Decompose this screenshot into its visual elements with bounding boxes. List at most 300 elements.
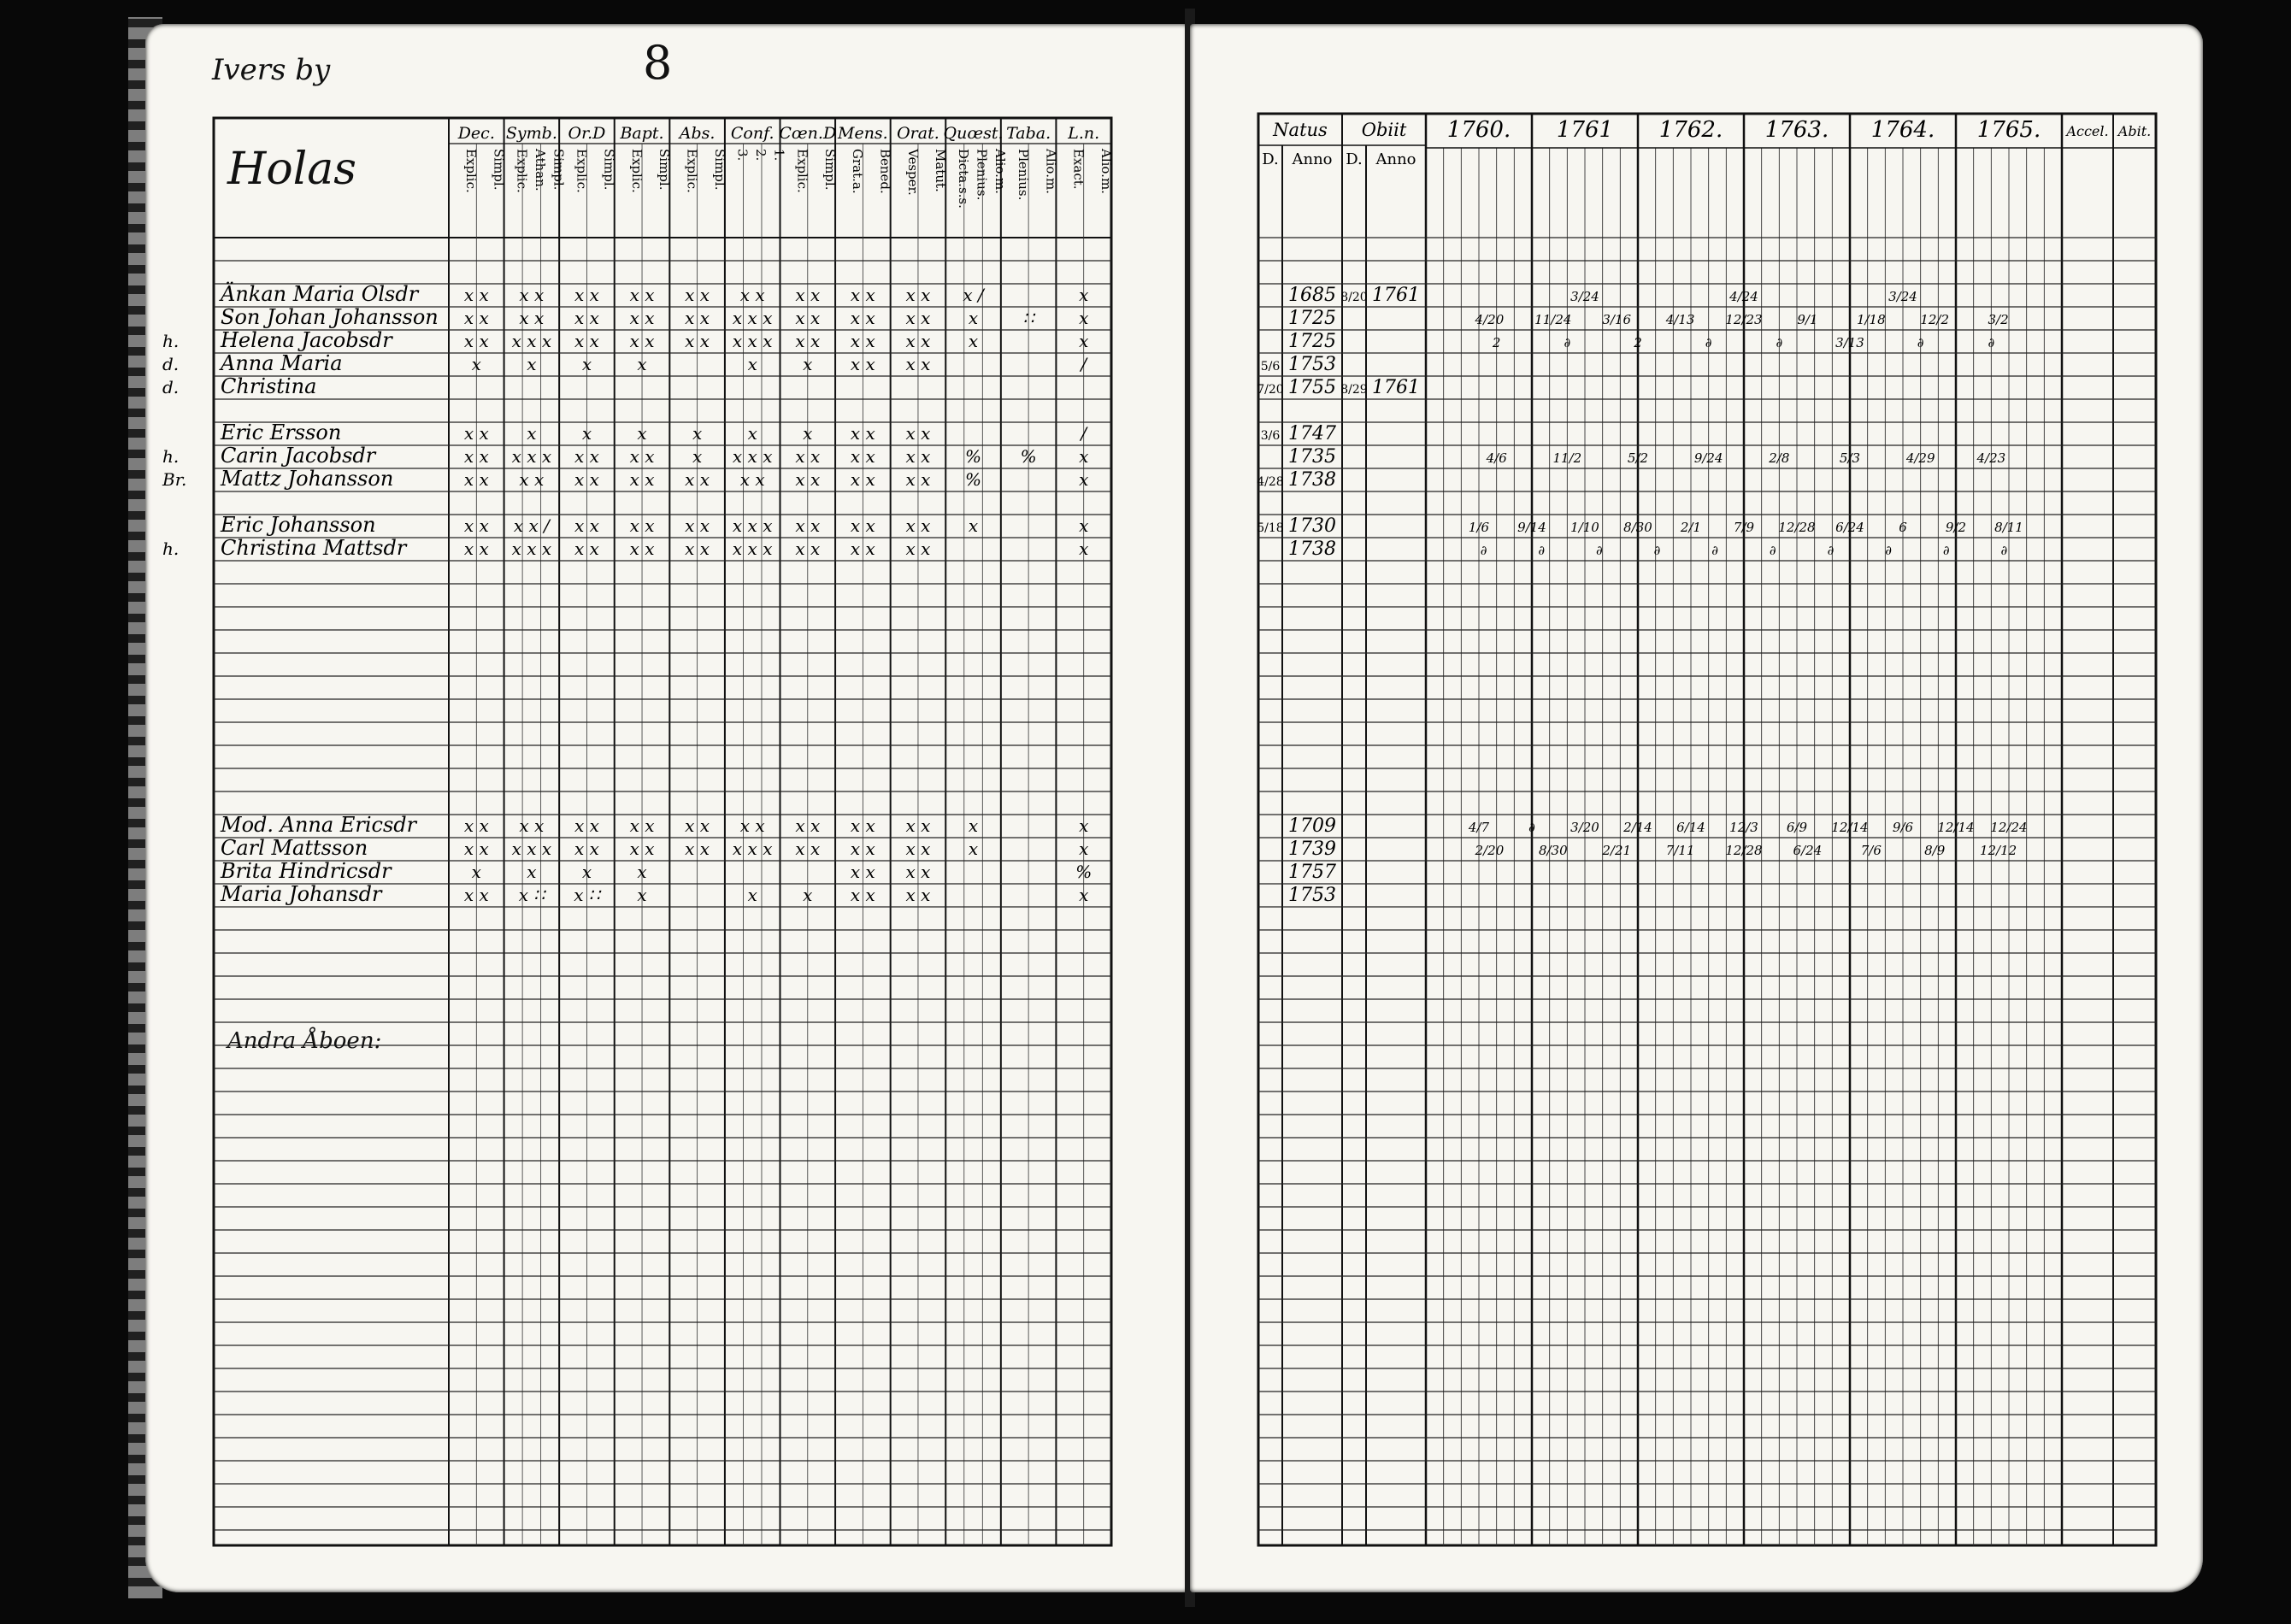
- year-header: 1765.: [1976, 117, 2041, 143]
- communion-date-mark: ∂: [1653, 543, 1661, 558]
- row-prefix: d.: [162, 377, 180, 397]
- catechism-mark: x: [637, 885, 647, 905]
- natus-day: 3/6: [1260, 429, 1281, 443]
- communion-date-mark: ∂: [1885, 543, 1892, 558]
- communion-date-mark: 9/14: [1517, 520, 1546, 535]
- catechism-mark: x x: [463, 815, 489, 836]
- person-name: Anna Maria: [221, 351, 343, 375]
- catechism-mark: x x: [574, 538, 599, 559]
- catechism-mark: x x: [905, 815, 931, 836]
- person-name: Maria Johansdr: [221, 882, 382, 906]
- catechism-mark: x x: [850, 285, 875, 305]
- column-subheader: Explic.: [463, 149, 480, 193]
- catechism-mark: x x: [685, 815, 710, 836]
- catechism-mark: x x: [685, 285, 710, 305]
- row-prefix: Br.: [162, 469, 187, 490]
- natus-day: 5/18: [1257, 521, 1284, 535]
- communion-date-mark: 8/11: [1994, 520, 2023, 535]
- communion-date-mark: 12/14: [1937, 820, 1975, 835]
- catechism-mark: x: [747, 885, 757, 905]
- catechism-mark: x x: [463, 885, 489, 905]
- year-header: 1764.: [1870, 117, 1935, 143]
- communion-date-mark: 5/3: [1839, 450, 1861, 466]
- catechism-mark: x: [1079, 469, 1089, 490]
- person-name: Eric Johansson: [221, 513, 376, 537]
- natus-year: 1730: [1288, 515, 1336, 537]
- natus-year: 1755: [1288, 377, 1336, 398]
- person-name: Mod. Anna Ericsdr: [221, 813, 417, 837]
- catechism-mark: x: [968, 308, 979, 328]
- person-name: Carl Mattsson: [221, 836, 368, 860]
- catechism-mark: x x: [739, 815, 765, 836]
- catechism-mark: x: [803, 885, 813, 905]
- parish-note: Ivers by: [212, 53, 331, 87]
- catechism-mark: x: [527, 862, 537, 882]
- left-page-ledger-grid: [145, 24, 1188, 1592]
- person-name: Mattz Johansson: [221, 467, 394, 491]
- column-subheader: 2.: [753, 149, 769, 162]
- catechism-mark: x x x: [732, 308, 773, 328]
- communion-date-mark: 4/6: [1486, 450, 1507, 466]
- natus-year: 1747: [1288, 423, 1336, 444]
- catechism-mark: x x: [850, 423, 875, 444]
- catechism-mark: x x x: [511, 331, 552, 351]
- communion-date-mark: ∂: [1480, 543, 1487, 558]
- catechism-mark: x: [1079, 838, 1089, 859]
- catechism-mark: x: [1079, 515, 1089, 536]
- communion-date-mark: 2/21: [1602, 843, 1632, 858]
- abiit-header: Abit.: [2117, 123, 2152, 139]
- communion-date-mark: 9/24: [1693, 450, 1723, 466]
- communion-date-mark: 3/24: [1570, 289, 1599, 304]
- communion-date-mark: 8/9: [1924, 843, 1946, 858]
- catechism-mark: x x: [850, 308, 875, 328]
- catechism-mark: x x: [795, 331, 821, 351]
- column-subheader: Dicta.s.s.: [956, 149, 972, 209]
- catechism-mark: x x x: [511, 446, 552, 467]
- catechism-mark: x: [692, 446, 703, 467]
- natus-year: 1753: [1288, 885, 1336, 906]
- column-subheader: Alio.m.: [992, 149, 1009, 194]
- natus-year: 1738: [1288, 538, 1336, 560]
- catechism-mark: x ∷: [574, 885, 600, 905]
- row-prefix: h.: [162, 331, 180, 351]
- catechism-mark: x: [581, 423, 592, 444]
- communion-date-mark: 8/30: [1623, 520, 1652, 535]
- catechism-mark: x: [1079, 885, 1089, 905]
- catechism-mark: x x: [795, 515, 821, 536]
- communion-date-mark: 12/24: [1990, 820, 2028, 835]
- catechism-mark: x x: [850, 838, 875, 859]
- catechism-mark: x x: [795, 446, 821, 467]
- catechism-mark: x x: [574, 815, 599, 836]
- catechism-mark: x: [1079, 538, 1089, 559]
- catechism-mark: x ∷: [518, 885, 545, 905]
- column-subheader: Exact.: [1070, 149, 1087, 190]
- catechism-mark: x: [1079, 331, 1089, 351]
- catechism-mark: x: [968, 815, 979, 836]
- catechism-mark: x x: [905, 423, 931, 444]
- catechism-mark: x x: [850, 354, 875, 374]
- communion-date-mark: ∂: [1988, 335, 1995, 350]
- communion-date-mark: ∂: [1564, 335, 1571, 350]
- communion-date-mark: 3/20: [1570, 820, 1599, 835]
- catechism-mark: x x /: [513, 515, 550, 536]
- catechism-mark: x: [803, 423, 813, 444]
- column-subheader: Simpl.: [551, 149, 567, 191]
- person-name: Christina Mattsdr: [221, 536, 407, 560]
- column-header: Quœst.: [943, 124, 1004, 143]
- catechism-mark: x x: [574, 469, 599, 490]
- communion-date-mark: ∂: [1917, 335, 1924, 350]
- communion-date-mark: 8/30: [1538, 843, 1568, 858]
- communion-date-mark: 1/10: [1570, 520, 1599, 535]
- communion-date-mark: 12/14: [1831, 820, 1869, 835]
- communion-date-mark: 4/13: [1665, 312, 1695, 327]
- column-subheader: Athan.: [532, 149, 548, 191]
- communion-date-mark: 6/24: [1835, 520, 1864, 535]
- communion-date-mark: ∂: [1528, 820, 1535, 835]
- person-name: Brita Hindricsdr: [221, 859, 392, 883]
- catechism-mark: x x: [795, 815, 821, 836]
- catechism-mark: x x: [850, 331, 875, 351]
- column-subheader: Simpl.: [601, 149, 617, 191]
- catechism-mark: x x: [850, 885, 875, 905]
- catechism-mark: x x x: [732, 538, 773, 559]
- communion-date-mark: 12/28: [1778, 520, 1816, 535]
- catechism-mark: x x: [685, 838, 710, 859]
- catechism-mark: x x: [629, 815, 655, 836]
- communion-date-mark: 11/2: [1552, 450, 1582, 466]
- communion-date-mark: 4/29: [1905, 450, 1935, 466]
- column-subheader: Explic.: [628, 149, 645, 193]
- catechism-mark: x x: [795, 838, 821, 859]
- catechism-mark: x x: [905, 862, 931, 882]
- catechism-mark: x x: [905, 538, 931, 559]
- row-prefix: h.: [162, 538, 180, 559]
- catechism-mark: x x: [519, 815, 545, 836]
- catechism-mark: x x: [519, 285, 545, 305]
- year-header: 1762.: [1658, 117, 1723, 143]
- catechism-mark: x x: [574, 446, 599, 467]
- column-subheader: Simpl.: [711, 149, 727, 191]
- catechism-mark: x x: [905, 285, 931, 305]
- column-header: Abs.: [679, 124, 716, 143]
- communion-date-mark: 12/28: [1725, 843, 1763, 858]
- communion-date-mark: ∂: [1776, 335, 1783, 350]
- catechism-mark: x x: [574, 308, 599, 328]
- catechism-mark: x: [692, 423, 703, 444]
- catechism-mark: x x: [795, 538, 821, 559]
- catechism-mark: x x: [463, 285, 489, 305]
- catechism-mark: x x: [905, 885, 931, 905]
- catechism-mark: x: [637, 423, 647, 444]
- catechism-mark: x: [968, 515, 979, 536]
- communion-date-mark: 1/18: [1856, 312, 1886, 327]
- catechism-mark: x x: [905, 446, 931, 467]
- column-subheader: Bened.: [877, 149, 893, 194]
- communion-date-mark: 7/11: [1665, 843, 1695, 858]
- catechism-mark: x x: [905, 331, 931, 351]
- column-subheader: Explic.: [684, 149, 700, 193]
- catechism-mark: x x: [463, 838, 489, 859]
- natus-day: 4/28: [1257, 475, 1284, 489]
- column-header: Taba.: [1006, 124, 1051, 143]
- natus-obiit-subheader: D.: [1262, 150, 1279, 168]
- year-header: 1761: [1556, 117, 1614, 143]
- catechism-mark: x: [581, 354, 592, 374]
- catechism-mark: x x x: [732, 838, 773, 859]
- natus-year: 1725: [1288, 308, 1336, 329]
- communion-date-mark: 9/2: [1945, 520, 1967, 535]
- accessit-header: Accel.: [2066, 123, 2109, 139]
- catechism-mark: x x: [463, 469, 489, 490]
- catechism-mark: x x x: [511, 838, 552, 859]
- catechism-mark: x x: [850, 446, 875, 467]
- column-subheader: 1.: [771, 149, 787, 162]
- catechism-mark: x x: [463, 515, 489, 536]
- communion-date-mark: ∂: [1942, 543, 1950, 558]
- column-header: Or.D: [568, 124, 606, 143]
- communion-date-mark: 1/6: [1468, 520, 1490, 535]
- person-name: Eric Ersson: [221, 421, 342, 444]
- catechism-mark: x x: [795, 469, 821, 490]
- column-subheader: Explic.: [514, 149, 530, 193]
- column-subheader: Simpl.: [491, 149, 507, 191]
- right-page-ledger-grid: [1190, 24, 2203, 1592]
- column-subheader: Explic.: [574, 149, 590, 193]
- catechism-mark: /: [1081, 423, 1087, 444]
- natus-year: 1753: [1288, 354, 1336, 375]
- natus-day: 7/20: [1257, 383, 1284, 397]
- communion-date-mark: 12/23: [1725, 312, 1763, 327]
- person-name: Carin Jacobsdr: [221, 444, 376, 468]
- communion-date-mark: 3/2: [1988, 312, 2009, 327]
- catechism-mark: x: [527, 423, 537, 444]
- catechism-mark: x x x: [511, 538, 552, 559]
- column-subheader: Explic.: [794, 149, 810, 193]
- natus-header: Natus: [1273, 120, 1328, 140]
- catechism-mark: x x: [905, 515, 931, 536]
- communion-date-mark: 3/13: [1835, 335, 1864, 350]
- catechism-mark: x x: [739, 285, 765, 305]
- catechism-mark: x: [581, 862, 592, 882]
- communion-date-mark: 2/14: [1623, 820, 1652, 835]
- catechism-mark: x x: [463, 331, 489, 351]
- row-prefix: d.: [162, 354, 180, 374]
- column-subheader: Grat.a.: [850, 149, 866, 194]
- catechism-mark: x: [1079, 308, 1089, 328]
- communion-date-mark: 4/20: [1475, 312, 1505, 327]
- year-header: 1760.: [1446, 117, 1511, 143]
- catechism-mark: x: [968, 838, 979, 859]
- catechism-mark: x x: [685, 331, 710, 351]
- left-page: [145, 24, 1188, 1592]
- catechism-mark: x x: [905, 469, 931, 490]
- communion-date-mark: 6: [1899, 520, 1907, 535]
- person-name: Son Johan Johansson: [221, 305, 439, 329]
- catechism-mark: x x x: [732, 331, 773, 351]
- catechism-mark: x x: [629, 285, 655, 305]
- communion-date-mark: ∂: [1769, 543, 1776, 558]
- catechism-mark: x: [637, 354, 647, 374]
- catechism-mark: /: [1081, 354, 1087, 374]
- communion-date-mark: 4/24: [1729, 289, 1758, 304]
- column-header: Cœn.D: [779, 124, 837, 143]
- catechism-mark: x: [471, 354, 481, 374]
- catechism-mark: x: [968, 331, 979, 351]
- natus-obiit-subheader: D.: [1346, 150, 1363, 168]
- column-header: Bapt.: [620, 124, 664, 143]
- right-page: [1190, 24, 2203, 1592]
- communion-date-mark: 2: [1634, 335, 1642, 350]
- catechism-mark: x x: [795, 285, 821, 305]
- communion-date-mark: 4/23: [1976, 450, 2006, 466]
- column-subheader: Plenius.: [1015, 149, 1031, 201]
- catechism-mark: x: [1079, 815, 1089, 836]
- communion-date-mark: ∂: [1538, 543, 1546, 558]
- column-subheader: Vesper.: [904, 149, 921, 196]
- catechism-mark: x: [1079, 285, 1089, 305]
- catechism-mark: x x: [850, 515, 875, 536]
- catechism-mark: x: [747, 423, 757, 444]
- column-subheader: Plenius.: [974, 149, 990, 201]
- natus-obiit-subheader: Anno: [1292, 150, 1333, 168]
- catechism-mark: x x: [463, 538, 489, 559]
- catechism-mark: x x: [629, 446, 655, 467]
- catechism-mark: x x: [463, 446, 489, 467]
- catechism-mark: x x: [850, 815, 875, 836]
- natus-year: 1685: [1288, 285, 1336, 306]
- catechism-mark: x x: [629, 331, 655, 351]
- person-name: Christina: [221, 374, 317, 398]
- communion-date-mark: 11/24: [1534, 312, 1572, 327]
- catechism-mark: x x: [463, 308, 489, 328]
- communion-date-mark: 7/6: [1860, 843, 1882, 858]
- catechism-mark: x x: [795, 308, 821, 328]
- catechism-mark: x x: [629, 469, 655, 490]
- communion-date-mark: ∂: [1705, 335, 1712, 350]
- catechism-mark: x x: [519, 469, 545, 490]
- catechism-mark: x x: [574, 285, 599, 305]
- communion-date-mark: 3/24: [1888, 289, 1917, 304]
- catechism-mark: x: [747, 354, 757, 374]
- communion-date-mark: 5/2: [1627, 450, 1649, 466]
- natus-year: 1739: [1288, 838, 1336, 860]
- natus-year: 1725: [1288, 331, 1336, 352]
- catechism-mark: x x x: [732, 515, 773, 536]
- catechism-mark: x x: [905, 354, 931, 374]
- natus-year: 1757: [1288, 862, 1336, 883]
- catechism-mark: x x: [905, 838, 931, 859]
- catechism-mark: ∷: [1022, 308, 1034, 328]
- communion-date-mark: 4/7: [1468, 820, 1490, 835]
- communion-date-mark: ∂: [2000, 543, 2008, 558]
- column-header: Mens.: [838, 124, 888, 143]
- communion-date-mark: 12/2: [1920, 312, 1950, 327]
- catechism-mark: x x x: [732, 446, 773, 467]
- communion-date-mark: 6/24: [1793, 843, 1823, 858]
- catechism-mark: x: [803, 354, 813, 374]
- section-label-andra-aboen: Andra Åboen:: [227, 1028, 382, 1054]
- column-header: Symb.: [505, 124, 557, 143]
- communion-date-mark: 9/1: [1797, 312, 1818, 327]
- catechism-mark: x x: [685, 515, 710, 536]
- obiit-day: 8/29: [1340, 383, 1368, 397]
- communion-date-mark: ∂: [1596, 543, 1603, 558]
- person-name: Helena Jacobsdr: [221, 328, 392, 352]
- catechism-mark: x: [1079, 446, 1089, 467]
- person-name: Änkan Maria Olsdr: [221, 282, 419, 306]
- column-header: L.n.: [1068, 124, 1100, 143]
- obiit-header: Obiit: [1361, 120, 1407, 140]
- catechism-mark: x x: [850, 862, 875, 882]
- catechism-mark: x: [637, 862, 647, 882]
- catechism-mark: x x: [905, 308, 931, 328]
- column-header: Conf.: [730, 124, 774, 143]
- obiit-day: 8/20: [1340, 291, 1368, 304]
- natus-obiit-subheader: Anno: [1375, 150, 1416, 168]
- catechism-mark: x x: [739, 469, 765, 490]
- catechism-mark: x x: [574, 331, 599, 351]
- catechism-mark: x x: [629, 838, 655, 859]
- row-prefix: h.: [162, 446, 180, 467]
- catechism-mark: %: [965, 446, 982, 467]
- column-subheader: Simpl.: [657, 149, 673, 191]
- farm-name: Holas: [227, 144, 356, 195]
- column-header: Orat.: [897, 124, 939, 143]
- column-subheader: Simpl.: [822, 149, 838, 191]
- obiit-year: 1761: [1372, 285, 1420, 306]
- communion-date-mark: 6/14: [1676, 820, 1705, 835]
- column-subheader: 3.: [734, 149, 751, 162]
- communion-date-mark: 9/6: [1892, 820, 1914, 835]
- communion-date-mark: 2/1: [1680, 520, 1702, 535]
- catechism-mark: x x: [685, 538, 710, 559]
- catechism-mark: x x: [629, 308, 655, 328]
- catechism-mark: %: [965, 469, 982, 490]
- catechism-mark: x: [471, 862, 481, 882]
- communion-date-mark: 7/9: [1733, 520, 1755, 535]
- catechism-mark: x x: [685, 469, 710, 490]
- communion-date-mark: 12/12: [1979, 843, 2017, 858]
- communion-date-mark: 2/20: [1475, 843, 1505, 858]
- communion-date-mark: ∂: [1711, 543, 1719, 558]
- communion-date-mark: 2/8: [1769, 450, 1790, 466]
- column-subheader: Alio.m.: [1043, 149, 1059, 194]
- page-number: 8: [643, 36, 673, 90]
- column-header: Dec.: [457, 124, 495, 143]
- column-subheader: Matut.: [933, 149, 949, 192]
- catechism-mark: x x: [463, 423, 489, 444]
- year-header: 1763.: [1764, 117, 1829, 143]
- catechism-mark: x x: [629, 515, 655, 536]
- catechism-mark: %: [1020, 446, 1037, 467]
- obiit-year: 1761: [1372, 377, 1420, 398]
- natus-year: 1735: [1288, 446, 1336, 468]
- communion-date-mark: 3/16: [1602, 312, 1632, 327]
- catechism-mark: x x: [850, 469, 875, 490]
- catechism-mark: x x: [685, 308, 710, 328]
- catechism-mark: x x: [519, 308, 545, 328]
- catechism-mark: x x: [629, 538, 655, 559]
- natus-year: 1709: [1288, 815, 1336, 837]
- catechism-mark: x x: [850, 538, 875, 559]
- catechism-mark: x /: [963, 285, 984, 305]
- communion-date-mark: 2: [1492, 335, 1501, 350]
- communion-date-mark: ∂: [1827, 543, 1835, 558]
- communion-date-mark: 6/9: [1786, 820, 1808, 835]
